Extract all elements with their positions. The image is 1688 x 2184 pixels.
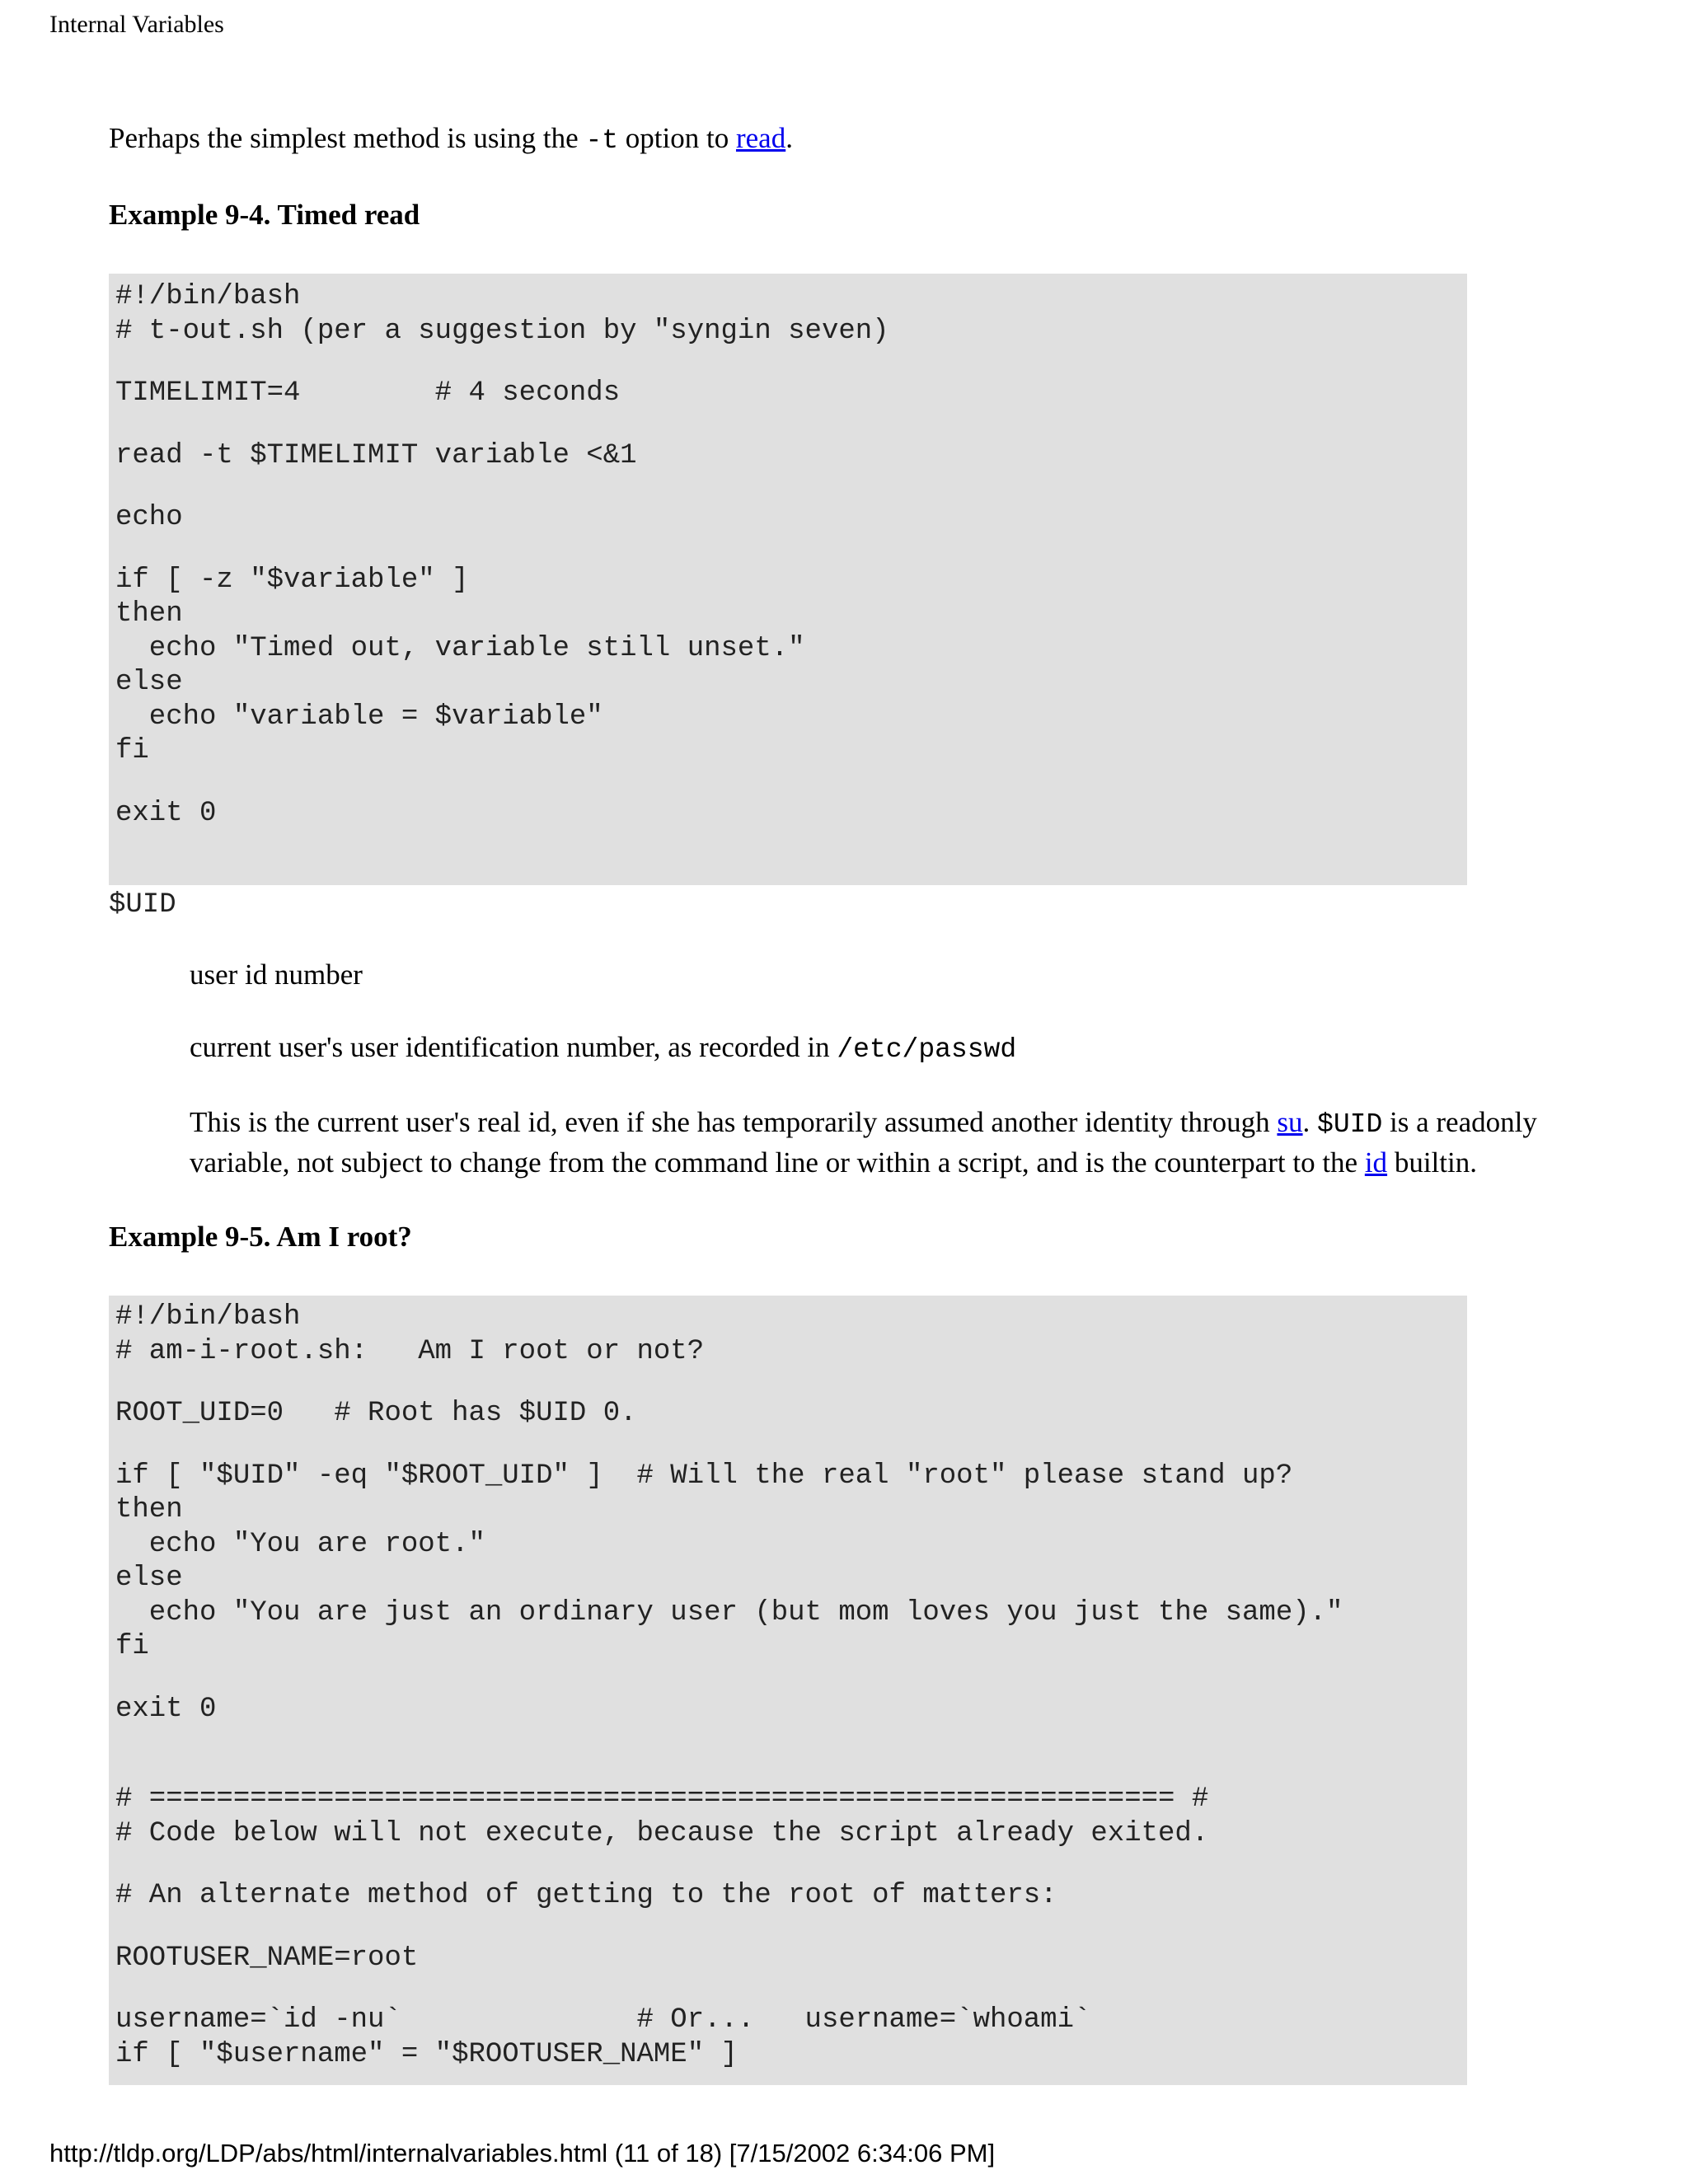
code-line: ROOT_UID=0 # Root has $UID 0. xyxy=(115,1398,637,1429)
code-line: ROOTUSER_NAME=root xyxy=(115,1942,419,1974)
uid-description xyxy=(190,1029,1541,1069)
example-9-4-title: Example 9-4. Timed read xyxy=(109,199,420,231)
code-blank-line xyxy=(115,1727,1467,1755)
code-line: # ============================================================= # xyxy=(115,1783,1209,1815)
page-header: Internal Variables xyxy=(49,11,224,38)
code-blank-line xyxy=(115,1975,1467,2004)
uid-detail-part3: is a readonly variable, not subject to change from the command line or within a script, and is the counterpart to the xyxy=(190,1106,1537,1179)
code-blank-line xyxy=(115,1851,1467,1879)
intro-text-middle: option to xyxy=(618,122,736,154)
code-line: exit 0 xyxy=(115,1693,217,1725)
code-line: fi xyxy=(115,735,149,766)
code-line: TIMELIMIT=4 # 4 seconds xyxy=(115,377,621,409)
intro-paragraph xyxy=(109,120,1543,160)
example-9-4-code-block xyxy=(109,274,1467,885)
code-blank-line xyxy=(115,1755,1467,1783)
code-blank-line xyxy=(115,769,1467,797)
code-line: then xyxy=(115,1494,183,1526)
code-line: read -t $TIMELIMIT variable <&1 xyxy=(115,439,637,471)
code-line: else xyxy=(115,667,183,698)
page-footer-url: http://tldp.org/LDP/abs/html/internalvariables.html (11 of 18) [7/15/2002 6:34:06 PM] xyxy=(49,2139,996,2168)
code-blank-line xyxy=(115,473,1467,501)
su-link[interactable]: su xyxy=(1277,1106,1303,1138)
uid-term: $UID xyxy=(109,889,176,921)
example-9-5-title: Example 9-5. Am I root? xyxy=(109,1221,412,1253)
id-link[interactable]: id xyxy=(1364,1146,1388,1179)
document-body xyxy=(109,120,1543,2085)
code-line: # An alternate method of getting to the root of matters: xyxy=(115,1880,1057,1911)
passwd-path-code: /etc/passwd xyxy=(837,1034,1017,1065)
code-line: #!/bin/bash xyxy=(115,1301,301,1333)
uid-detail xyxy=(190,1104,1541,1182)
uid-detail-code: $UID xyxy=(1317,1109,1383,1140)
code-blank-line xyxy=(115,1665,1467,1693)
code-line: # t-out.sh (per a suggestion by "syngin seven) xyxy=(115,315,889,347)
intro-text-after: . xyxy=(785,122,793,154)
uid-detail-part2: . xyxy=(1302,1106,1318,1138)
uid-desc-text: current user's user identification number, as recorded in xyxy=(190,1031,837,1063)
code-line: # am-i-root.sh: Am I root or not? xyxy=(115,1335,705,1367)
code-line: # Code below will not execute, because the script already exited. xyxy=(115,1817,1209,1849)
example-9-5-code-block xyxy=(109,1296,1467,2085)
uid-detail-part1: This is the current user's real id, even if she has temporarily assumed another identity through xyxy=(190,1106,1278,1138)
code-line: echo xyxy=(115,502,183,533)
code-line: then xyxy=(115,598,183,630)
code-line: exit 0 xyxy=(115,797,217,829)
code-blank-line xyxy=(115,411,1467,439)
code-line: #!/bin/bash xyxy=(115,281,301,312)
code-blank-line xyxy=(115,536,1467,564)
uid-short-desc: user id number xyxy=(190,958,363,991)
uid-detail-part4: builtin. xyxy=(1387,1146,1477,1179)
code-line: username=`id -nu` # Or... username=`whoami` xyxy=(115,2004,1091,2036)
uid-definition xyxy=(190,956,1541,1182)
code-line: if [ "$username" = "$ROOTUSER_NAME" ] xyxy=(115,2038,738,2070)
code-blank-line xyxy=(115,1432,1467,1460)
code-line: echo "You are root." xyxy=(115,1528,485,1560)
code-blank-line xyxy=(115,349,1467,377)
code-blank-line xyxy=(115,1914,1467,1942)
code-line: else xyxy=(115,1563,183,1594)
code-line: fi xyxy=(115,1631,149,1662)
intro-option-code: -t xyxy=(585,125,619,156)
read-link[interactable]: read xyxy=(735,122,786,154)
code-line: if [ "$UID" -eq "$ROOT_UID" ] # Will the real "root" please stand up? xyxy=(115,1460,1293,1492)
code-line: echo "You are just an ordinary user (but mom loves you just the same)." xyxy=(115,1596,1343,1629)
code-line: if [ -z "$variable" ] xyxy=(115,564,469,596)
code-line: echo "Timed out, variable still unset." xyxy=(115,632,805,664)
code-line: echo "variable = $variable" xyxy=(115,701,603,733)
intro-text-before: Perhaps the simplest method is using the xyxy=(109,122,586,154)
code-blank-line xyxy=(115,1369,1467,1397)
